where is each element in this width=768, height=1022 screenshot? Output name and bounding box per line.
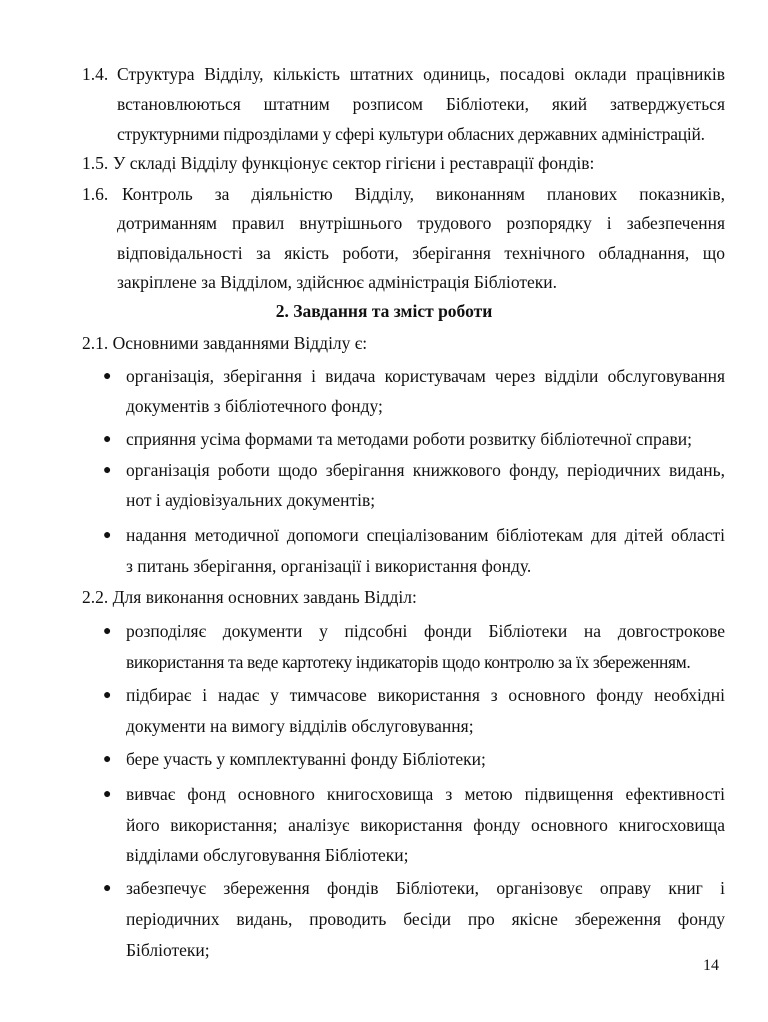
bullet-icon: ● [103,787,112,802]
list-item-2-1-1-line-1: організація, зберігання і видача користувачам через відділи обслуговування [126,366,725,386]
bullet-icon: ● [103,528,112,543]
list-item-2-2-3-line-1: бере участь у комплектуванні фонду Бібліотеки; [126,749,486,769]
item-2-1-text: 2.1. Основними завданнями Відділу є: [82,333,368,353]
bullet-icon: ● [103,463,112,478]
list-item-2-1-3-line-2: нот і аудіовізуальних документів; [126,490,376,510]
list-item-2-2-4-line-1: вивчає фонд основного книгосховища з метою підвищення ефективності [126,784,725,804]
list-item-2-2-2-line-2: документи на вимогу відділів обслуговування; [126,716,474,736]
list-item-2-1-4-line-1: надання методичної допомоги спеціалізованим бібліотекам для дітей області [126,525,725,545]
bullet-icon: ● [103,688,112,703]
item-1-6-line-4: закріплене за Відділом, здійснює адміністрація Бібліотеки. [117,272,558,292]
bullet-icon: ● [103,752,112,767]
list-item-2-2-4-line-2: його використання; аналізує використання фонду основного книгосховища [126,815,725,835]
item-1-6-line-1: Контроль за діяльністю Відділу, виконанням планових показників, [122,184,725,204]
item-number-1-5: 1.5. [82,153,109,173]
bullet-icon: ● [103,881,112,896]
item-1-6-line-2: дотриманням правил внутрішнього трудового розпорядку і забезпечення [117,213,725,233]
list-item-2-2-5-line-2: періодичних видань, проводить бесіди про якісне збереження фонду [126,909,725,929]
list-item-2-2-4-line-3: відділами обслуговування Бібліотеки; [126,845,409,865]
bullet-icon: ● [103,369,112,384]
item-1-4-line-1: Структура Відділу, кількість штатних одиниць, посадові оклади працівників [117,64,725,84]
list-item-2-2-1-line-2: використання та веде картотеку індикаторів щодо контролю за їх збереженням. [126,652,691,672]
list-item-2-2-5-line-3: Бібліотеки; [126,940,210,960]
list-item-2-1-3-line-1: організація роботи щодо зберігання книжкового фонду, періодичних видань, [126,460,725,480]
list-item-2-2-5-line-1: забезпечує збереження фондів Бібліотеки, організовує оправу книг і [126,878,725,898]
item-1-4-line-2: встановлюються штатним розписом Бібліотеки, який затверджується [117,94,725,114]
list-item-2-1-4-line-2: з питань зберігання, організації і використання фонду. [126,556,532,576]
list-item-2-1-1-line-2: документів з бібліотечного фонду; [126,396,383,416]
item-1-5-text: У складі Відділу функціонує сектор гігієни і реставрації фондів: [113,153,595,173]
bullet-icon: ● [103,432,112,447]
list-item-2-2-2-line-1: підбирає і надає у тимчасове використання з основного фонду необхідні [126,685,725,705]
item-1-6-line-3: відповідальності за якість роботи, зберігання технічного обладнання, що [117,243,725,263]
list-item-2-2-1-line-1: розподіляє документи у підсобні фонди Бібліотеки на довгострокове [126,621,725,641]
bullet-icon: ● [103,624,112,639]
item-number-1-6: 1.6. [82,184,109,204]
item-2-2-text: 2.2. Для виконання основних завдань Відділ: [82,587,417,607]
page-number: 14 [703,957,719,974]
list-item-2-1-2-line-1: сприяння усіма формами та методами роботи розвитку бібліотечної справи; [126,429,693,449]
section-heading: 2. Завдання та зміст роботи [275,301,493,321]
item-number-1-4: 1.4. [82,64,109,84]
item-1-4-line-3: структурними підрозділами у сфері культури обласних державних адміністрацій. [117,124,705,144]
